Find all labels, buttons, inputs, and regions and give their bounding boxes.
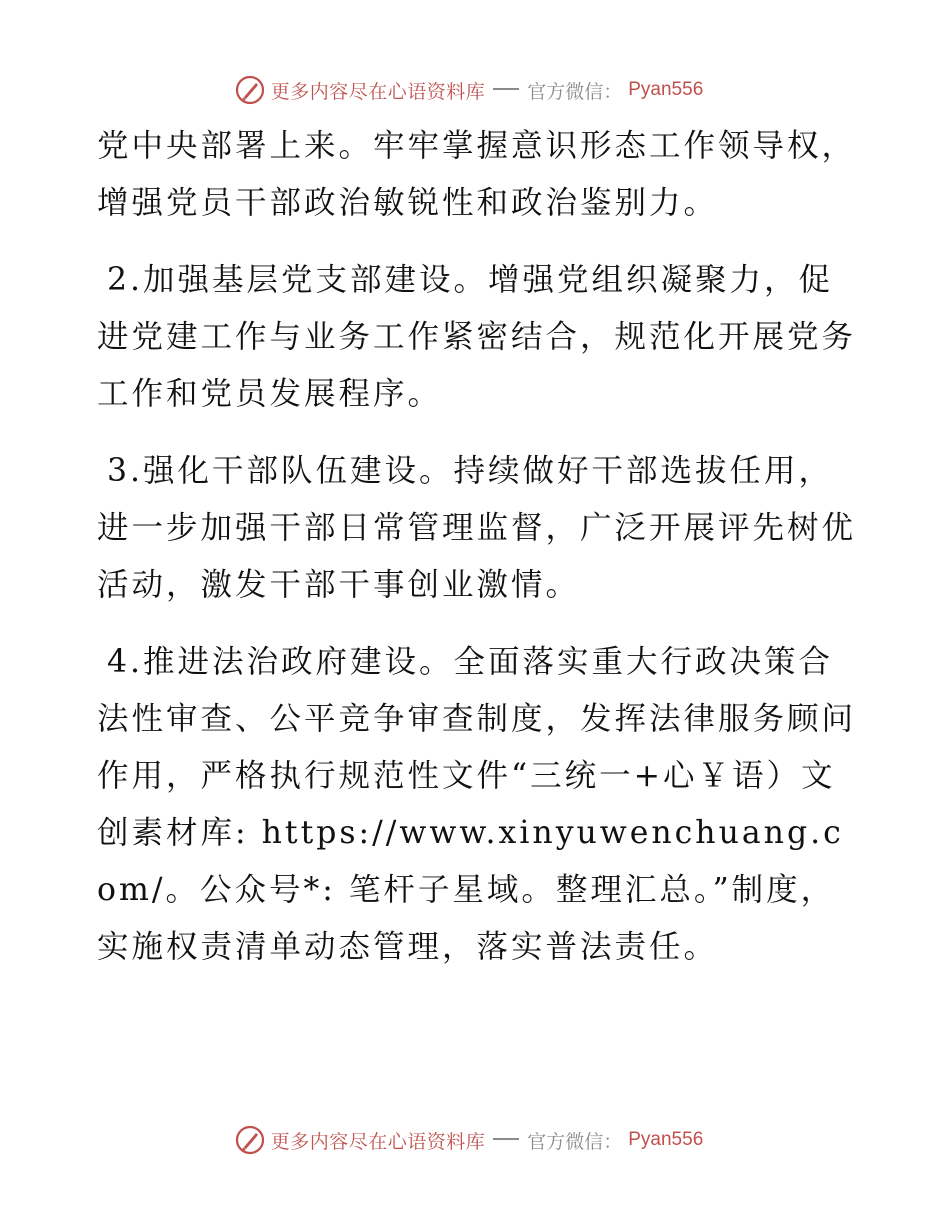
paragraph-item-3: 3.强化干部队伍建设。持续做好干部选拔任用，进一步加强干部日常管理监督，广泛开展评先树优活动，激发干部干事创业激情。	[97, 453, 857, 603]
paragraph-intro: 党中央部署上来。牢牢掌握意识形态工作领导权，增强党员干部政治敏锐性和政治鉴别力。	[97, 128, 857, 221]
footer-banner-label: 官方微信：	[527, 1130, 623, 1153]
page-header	[0, 70, 950, 110]
header-banner-label: 官方微信：	[527, 80, 623, 103]
quill-logo-icon	[235, 1125, 265, 1155]
footer-banner-separator	[493, 1138, 519, 1140]
document-body	[97, 118, 857, 996]
footer-banner	[235, 1125, 704, 1155]
header-banner	[235, 75, 704, 105]
header-banner-text: 更多内容尽在心语资料库	[270, 80, 486, 103]
footer-banner-text: 更多内容尽在心语资料库	[270, 1130, 486, 1153]
paragraph-item-4: 4.推进法治政府建设。全面落实重大行政决策合法性审查、公平竞争审查制度，发挥法律服务顾问作用，严格执行规范性文件“三统一+心￥语）文创素材库: https://www.xinyuwenchuang.com/。公众号*: 笔杆子星域。整理汇总。”制度，实施权责清单动态管理，落实普法责任。	[97, 644, 857, 965]
page-footer	[0, 1120, 950, 1160]
header-banner-separator	[493, 88, 519, 90]
footer-banner-id: Pyan556	[628, 1129, 704, 1150]
header-banner-id: Pyan556	[628, 79, 704, 100]
paragraph-item-2: 2.加强基层党支部建设。增强党组织凝聚力，促进党建工作与业务工作紧密结合，规范化开展党务工作和党员发展程序。	[97, 262, 857, 412]
quill-logo-icon	[235, 75, 265, 105]
